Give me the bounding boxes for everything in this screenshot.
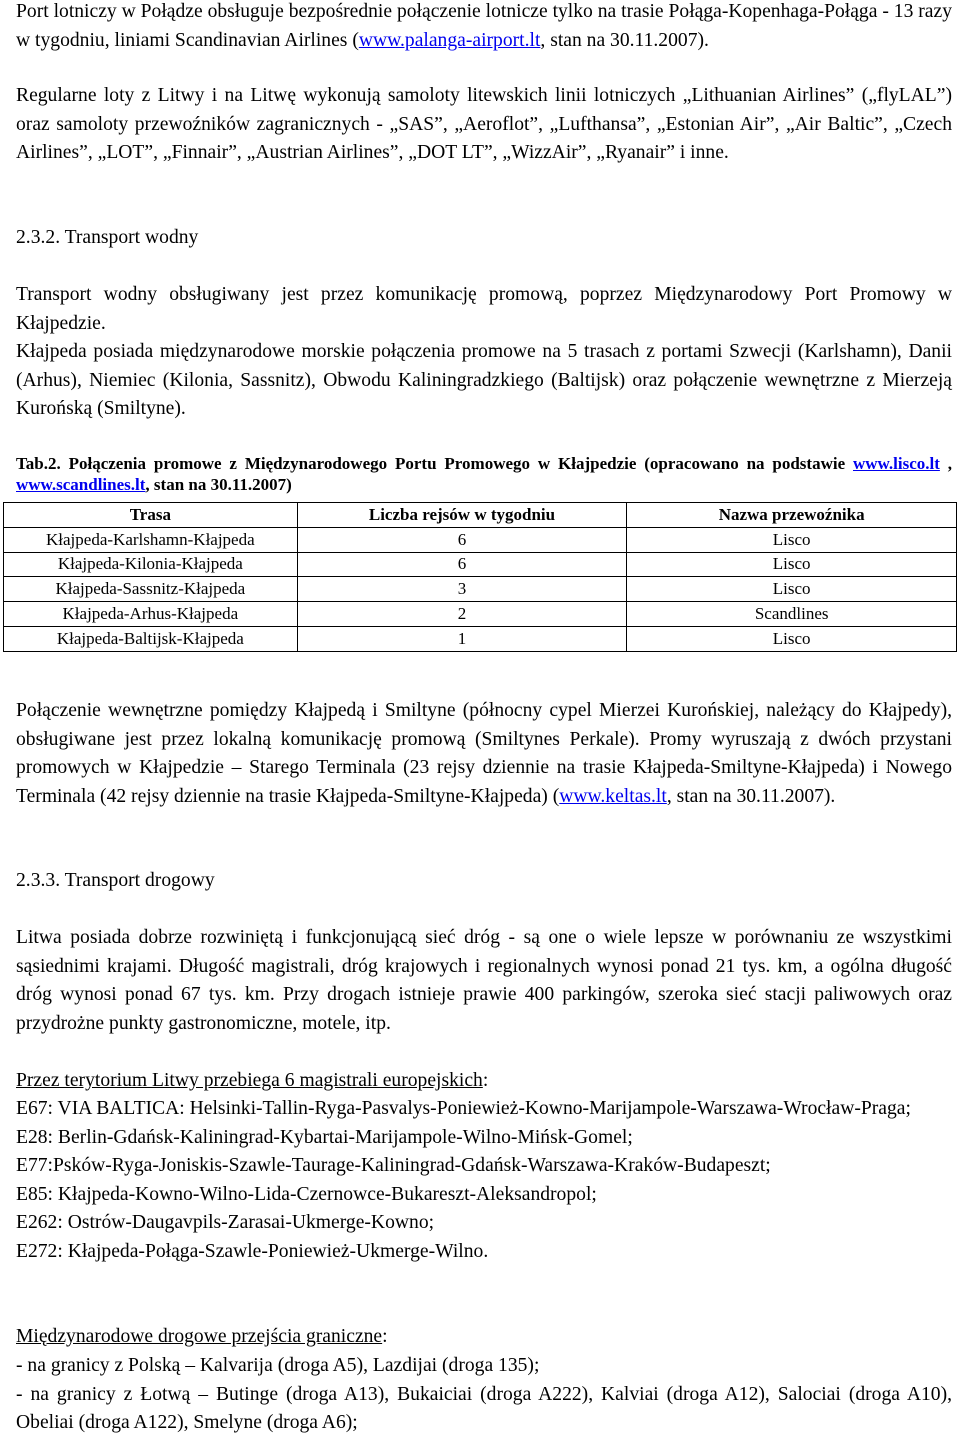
keltas-link[interactable]: www.keltas.lt: [559, 785, 667, 807]
carrier-cell: Scandlines: [627, 602, 957, 627]
weekly-trips-cell: 3: [297, 577, 627, 602]
weekly-trips-cell: 2: [297, 602, 627, 627]
table-caption: [16, 453, 952, 495]
european-routes-heading: [16, 1067, 952, 1096]
section-heading-water-transport: 2.3.2. Transport wodny: [16, 227, 199, 248]
route-cell: Kłajpeda-Baltijsk-Kłajpeda: [4, 626, 298, 651]
section-heading-road-transport: 2.3.3. Transport drogowy: [16, 870, 215, 891]
smiltyne-paragraph-tail: , stan na 30.11.2007).: [666, 785, 836, 807]
table-caption-tail: , stan na 30.11.2007): [145, 475, 292, 494]
list-item: E262: Ostrów-Daugavpils-Zarasai-Ukmerge-Kowno;: [16, 1212, 435, 1233]
water-transport-paragraph: Transport wodny obsługiwany jest przez komunikację promową, poprzez Międzynarodowy Port Promowy w Kłajpedzie.: [16, 284, 952, 334]
airport-paragraph-tail: , stan na 30.11.2007).: [540, 29, 709, 51]
flights-paragraph: Regularne loty z Litwy i na Litwę wykonują samoloty litewskich linii lotniczych „Lithuanian Airlines” („flyLAL”) oraz samoloty przewoźników zagranicznych - „SAS”, „Aeroflot”, „Lufthansa”, „Estonian Air”, „Air Baltic”, „Czech Airlines”, „LOT”, „Finnair”, „Austrian Airlines”, „DOT LT”, „WizzAir”, „Ryanair” i inne.: [16, 85, 952, 163]
table-row: [4, 626, 957, 651]
carrier-cell: Lisco: [627, 552, 957, 577]
european-routes-heading-text: Przez terytorium Litwy przebiega 6 magistrali europejskich: [16, 1070, 483, 1091]
table-row: [4, 602, 957, 627]
route-cell: Kłajpeda-Sassnitz-Kłajpeda: [4, 577, 298, 602]
column-header-route: Trasa: [4, 503, 298, 528]
list-item: E28: Berlin-Gdańsk-Kaliningrad-Kybartai-Marijampole-Wilno-Mińsk-Gomel;: [16, 1126, 633, 1148]
route-cell: Kłajpeda-Kilonia-Kłajpeda: [4, 552, 298, 577]
list-item: E67: VIA BALTICA: Helsinki-Tallin-Ryga-Pasvalys-Poniewież-Kowno-Marijampole-Warszawa-Wrocław-Praga;: [16, 1098, 911, 1119]
column-header-carrier: Nazwa przewoźnika: [627, 503, 957, 528]
lisco-link[interactable]: www.lisco.lt: [853, 454, 940, 473]
airport-paragraph: [16, 0, 952, 55]
route-cell: Kłajpeda-Arhus-Kłajpeda: [4, 602, 298, 627]
table-header-row: [4, 503, 957, 528]
list-item: - na granicy z Łotwą – Butinge (droga A13), Bukaiciai (droga A222), Kalviai (droga A12), Salociai (droga A10), Obeliai (droga A122), Smelyne (droga A6);: [16, 1383, 952, 1433]
airport-paragraph-text: Port lotniczy w Połądze obsługuje bezpośrednie połączenie lotnicze tylko na trasie Połąga-Kopenhaga-Połąga - 13 razy w tygodniu, liniami Scandinavian Airlines (: [16, 1, 952, 51]
weekly-trips-cell: 1: [297, 626, 627, 651]
road-network-paragraph: Litwa posiada dobrze rozwiniętą i funkcjonującą sieć dróg - są one o wiele lepsze w porównaniu ze wszystkimi sąsiednimi krajami. Długość magistrali, dróg krajowych i regionalnych wynosi ponad 21 tys. km, a ogólna długość dróg wynosi ponad 67 tys. km. Przy drogach istnieje prawie 400 parkingów, szeroka sieć stacji paliwowych oraz przydrożne punkty gastronomiczne, motele, itp.: [16, 927, 952, 1034]
list-item: E77:Psków-Ryga-Joniskis-Szawle-Taurage-Kaliningrad-Gdańsk-Warszawa-Kraków-Budapeszt;: [16, 1155, 771, 1176]
border-crossings-heading-text: Międzynarodowe drogowe przejścia graniczne: [16, 1326, 383, 1347]
weekly-trips-cell: 6: [297, 527, 627, 552]
scandlines-link[interactable]: www.scandlines.lt: [16, 475, 146, 494]
smiltyne-paragraph-text: Połączenie wewnętrzne pomiędzy Kłajpedą i Smiltyne (północny cypel Mierzei Kurońskiej, należący do Kłajpedy), obsługiwane jest przez lokalną komunikację promową (Smiltynes Perkale). Promy wyruszają z dwóch przystani promowych w Kłajpedzie – Starego Terminala (23 rejsy dziennie na trasie Kłajpeda-Smiltyne-Kłajpeda) i Nowego Terminala (42 rejsy dziennie na trasie Kłajpeda-Smiltyne-Kłajpeda) (: [16, 700, 952, 807]
european-routes-heading-colon: :: [482, 1070, 489, 1091]
list-item: E272: Kłajpeda-Połąga-Szawle-Poniewież-Ukmerge-Wilno.: [16, 1240, 489, 1262]
list-item: E85: Kłajpeda-Kowno-Wilno-Lida-Czernowce-Bukareszt-Aleksandropol;: [16, 1183, 597, 1205]
european-routes-list: [16, 1095, 952, 1266]
carrier-cell: Lisco: [627, 626, 957, 651]
route-cell: Kłajpeda-Karlshamn-Kłajpeda: [4, 527, 298, 552]
carrier-cell: Lisco: [627, 527, 957, 552]
list-item: - na granicy z Polską – Kalvarija (droga A5), Lazdijai (droga 135);: [16, 1355, 540, 1376]
palanga-airport-link[interactable]: www.palanga-airport.lt: [358, 29, 541, 51]
table-row: [4, 577, 957, 602]
carrier-cell: Lisco: [627, 577, 957, 602]
table-caption-separator: ,: [939, 454, 953, 473]
ferry-connections-table: [3, 502, 957, 652]
smiltyne-ferry-paragraph: [16, 697, 952, 811]
table-row: [4, 527, 957, 552]
border-crossings-heading-colon: :: [382, 1326, 388, 1347]
weekly-trips-cell: 6: [297, 552, 627, 577]
ferry-routes-paragraph: Kłajpeda posiada międzynarodowe morskie połączenia promowe na 5 trasach z portami Szwecji (Karlshamn), Danii (Arhus), Niemiec (Kilonia, Sassnitz), Obwodu Kaliningradzkiego (Baltijsk) oraz połączenie wewnętrzne z Mierzeją Kurońską (Smiltyne).: [16, 341, 952, 419]
border-crossings-list: [16, 1352, 952, 1438]
table-row: [4, 552, 957, 577]
column-header-weekly-trips: Liczba rejsów w tygodniu: [297, 503, 627, 528]
border-crossings-heading: [16, 1323, 952, 1352]
table-caption-text: Tab.2. Połączenia promowe z Międzynarodowego Portu Promowego w Kłajpedzie (opracowano na podstawie: [16, 454, 853, 473]
